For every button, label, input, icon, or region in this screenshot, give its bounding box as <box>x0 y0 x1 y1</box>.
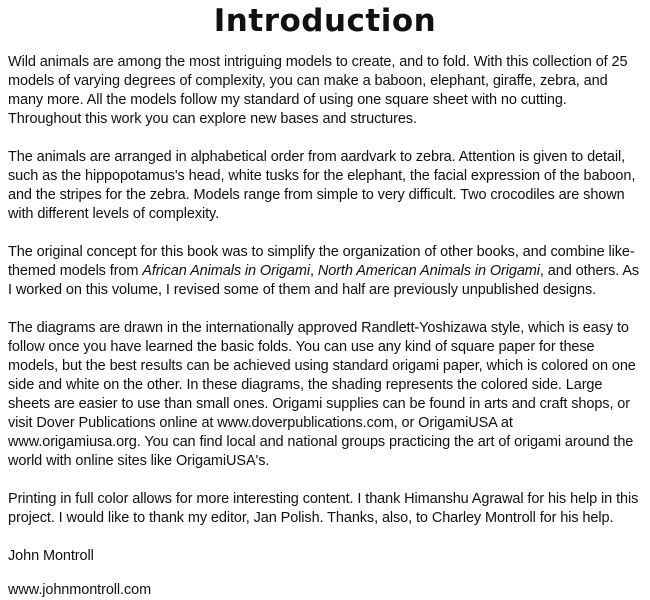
concept-text-between: , <box>310 263 318 279</box>
page-title: Introduction <box>213 3 437 39</box>
paragraph-concept <box>8 243 642 300</box>
intro-body <box>8 53 642 600</box>
concept-text-before: The original concept for this book was to simplify the organization of other books, and combine like-themed models from <box>8 244 635 279</box>
author-name: John Montroll <box>8 548 94 564</box>
paragraph-diagrams: The diagrams are drawn in the internationally approved Randlett-Yoshizawa style, which is easy to follow once you have learned the basic folds. You can use any kind of square paper for these models, but the best results can be achieved using standard origami paper, which is colored on one side and white on the other. In these diagrams, the shading represents the colored side. Large sheets are easier to use than small ones. Origami supplies can be found in arts and craft shops, or visit Dover Publications online at www.doverpublications.com, or OrigamiUSA at www.origamiusa.org. You can find local and national groups practicing the art of origami around the world with online sites like OrigamiUSA's. <box>8 320 636 469</box>
paragraph-arrangement: The animals are arranged in alphabetical order from aardvark to zebra. Attention is given to detail, such as the hippopotamus's head, white tusks for the elephant, the facial expression of the baboon, and the stripes for the zebra. Models range from simple to very difficult. Two crocodiles are shown with different levels of complexity. <box>8 149 636 222</box>
paragraph-overview: Wild animals are among the most intriguing models to create, and to fold. With this collection of 25 models of varying degrees of complexity, you can make a baboon, elephant, giraffe, zebra, and many more. All the models follow my standard of using one square sheet with no cutting. Throughout this work you can explore new bases and structures. <box>8 54 628 127</box>
paragraph-acknowledgements: Printing in full color allows for more interesting content. I thank Himanshu Agrawal for his help in this project. I would like to thank my editor, Jan Polish. Thanks, also, to Charley Montroll for his help. <box>8 491 639 526</box>
author-website: www.johnmontroll.com <box>8 582 152 598</box>
concept-text-after: , and others. As I worked on this volume, I revised some of them and half are previously unpublished designs. <box>8 263 640 298</box>
book-title-african-animals: African Animals in Origami <box>142 263 310 279</box>
book-title-north-american-animals: North American Animals in Origami <box>317 263 540 279</box>
